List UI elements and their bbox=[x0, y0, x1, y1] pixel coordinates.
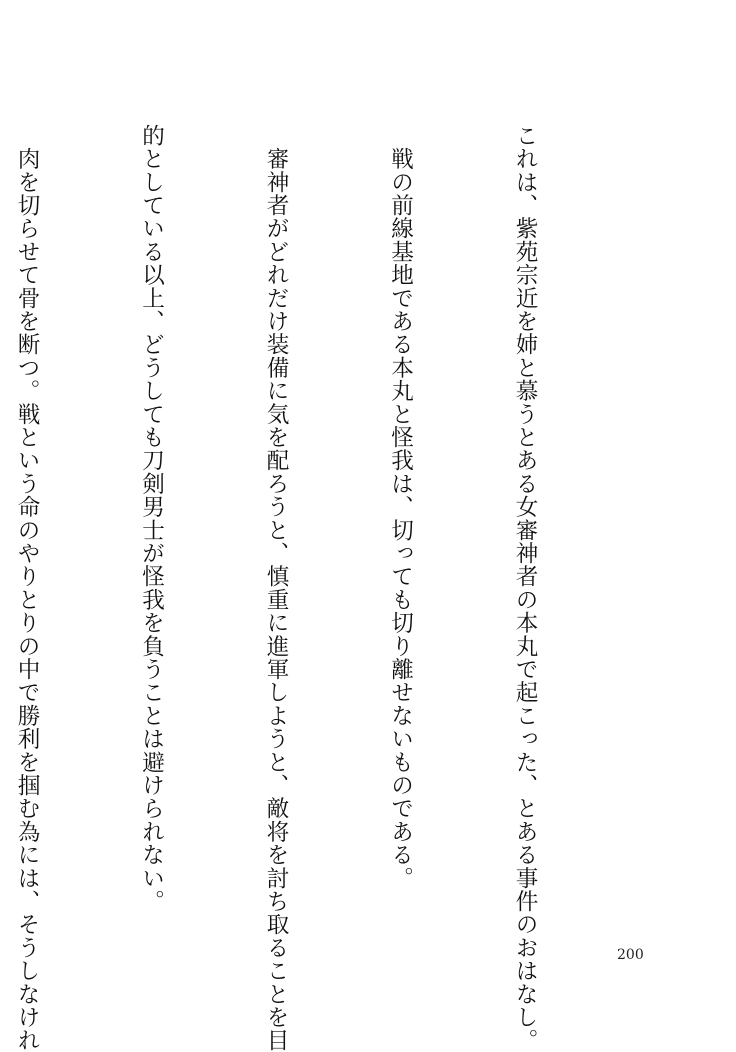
text-line-5: 肉を切らせて骨を断つ。戦という命のやりとりの中で勝利を掴む為には、そうしなけれ bbox=[14, 124, 40, 1052]
text-line-1: これは、紫苑宗近を姉と慕うとある女審神者の本丸で起こった、とある事件のおはなし。 bbox=[512, 124, 538, 1052]
text-line-3: 審神者がどれだけ装備に気を配ろうと、慎重に進軍しようと、敵将を討ち取ることを目 bbox=[263, 124, 289, 1052]
page-number: 200 bbox=[617, 947, 644, 963]
text-line-2: 戦の前線基地である本丸と怪我は、切っても切り離せないものである。 bbox=[387, 124, 414, 890]
text-line-4: 的としている以上、どうしても刀剣男士が怪我を負うことは避けられない。 bbox=[138, 124, 165, 913]
vertical-text-block bbox=[0, 124, 628, 1052]
